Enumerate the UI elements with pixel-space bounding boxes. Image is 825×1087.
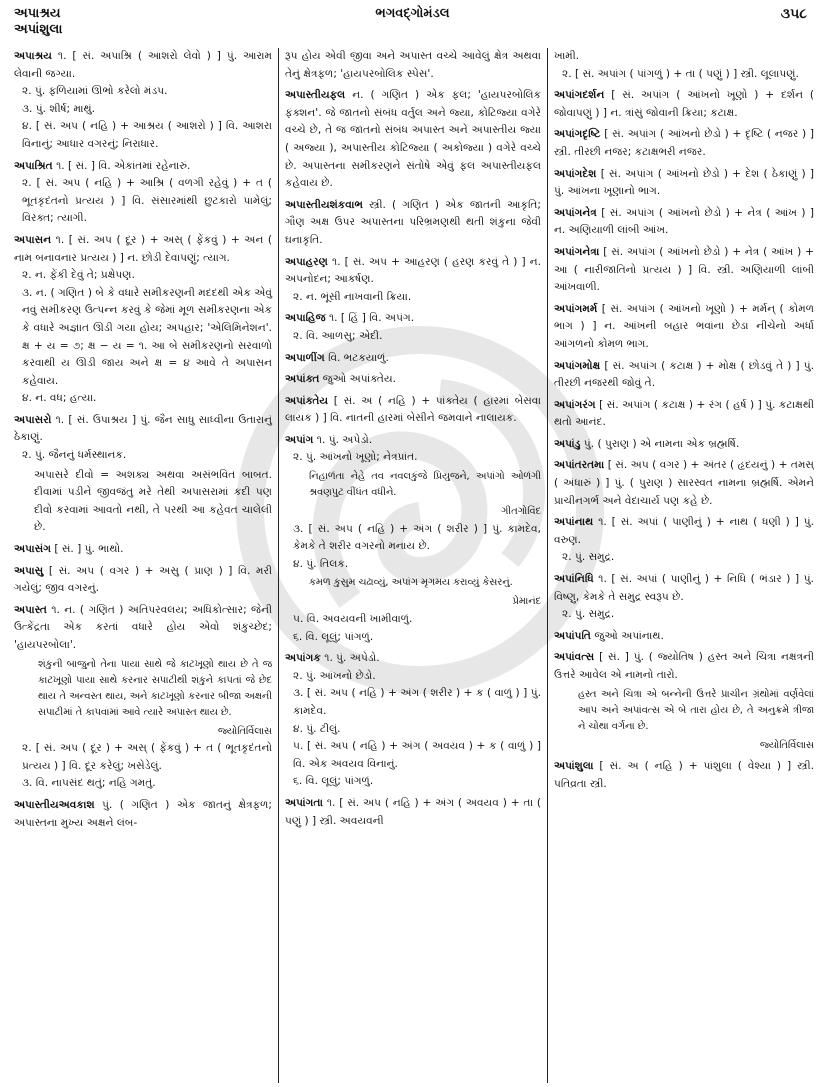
definition-text: [ સં. અપાંગ ( આંખનો છેડો ) + દેશ ( ઠેકાણું ) ] પું. આંખના ખૂણાનો ભાગ. bbox=[554, 167, 814, 198]
entry-first-line bbox=[285, 197, 541, 250]
definition-text: ૨. પું. ફળિયામાં ઊભો કરેલો મંડપ. bbox=[22, 85, 168, 98]
dictionary-entry bbox=[554, 166, 814, 201]
definition-text: ૧. પું. અપેડો. bbox=[324, 652, 380, 665]
definition-text: ૨. [ સં. અપ ( નહિ ) + આશ્રિ ( વળગી રહેવું ) + ત ( ભૂતકૃદંતનો પ્રત્યય ) ] વિ. સંસારમાંથી છુટકારો પામેલું; વિરક્ત; ત્યાગી. bbox=[22, 177, 272, 225]
definition-text: સ્ત્રી. ( ગણિત ) એક જાતની આકૃતિ; ગૌણ અક્ષ ઉપર અપાસ્તના પરિભ્રમણથી થતી શંકુના જેવી ઘનાકૃતિ. bbox=[285, 198, 541, 246]
entry-first-line bbox=[554, 358, 814, 393]
dictionary-entry bbox=[285, 795, 541, 830]
entry-sense: ૪. પું. તિલક. bbox=[293, 557, 349, 570]
definition-text: [ સં. અપાંગ ( આંખનો ખૂણો ) + મર્મન્ ( કોમળ ભાગ ) ] ન. આંખની બહાર ભવાંના છેડા નીચેનો અર્ધા આંગળનો કોમળ ભાગ. bbox=[554, 302, 814, 350]
entry-sense bbox=[285, 773, 541, 791]
headword: અપાહરણ bbox=[285, 255, 328, 268]
headword: અપાંનિધિ bbox=[554, 573, 594, 586]
entry-sense bbox=[285, 685, 541, 720]
dictionary-entry bbox=[14, 412, 272, 537]
entry-sense bbox=[285, 289, 541, 307]
entry-first-line bbox=[554, 397, 814, 432]
definition-text: ૧. [ સં. ઉપાશ્રય ] પું. જૈન સાધુ સાધ્વીના ઉતારાનું ઠેકાણું. bbox=[14, 413, 272, 444]
definition-text: જુઓ અપાંક્તેય. bbox=[322, 373, 396, 386]
entry-first-line bbox=[554, 87, 814, 122]
definition-text: રૂપ હોય એવી જીવા અને અપાસ્ત વચ્ચે આવેલું ક્ષેત્ર અથવા તેનું ક્ષેત્રફળ; 'હાયપરબોલિક સ્પેસ'. bbox=[285, 50, 541, 80]
headword: અપાંગનેત્રા bbox=[554, 245, 600, 258]
entry-first-line bbox=[14, 797, 272, 832]
guide-word-last: અપાંશુલા bbox=[14, 22, 63, 37]
entry-sense bbox=[554, 66, 814, 84]
entry-sense: ૨. [ સં. અપ ( દૂર ) + અસ્ ( ફેંકવું ) + ત ( ભૂતકૃદંતનો પ્રત્યય ) ] વિ. દૂર કરેલું; ખસેડેલું. bbox=[22, 742, 272, 772]
entry-first-line bbox=[554, 301, 814, 354]
entry-sense bbox=[14, 447, 272, 465]
headword: અપાંપતિ bbox=[554, 629, 591, 642]
dictionary-entry bbox=[554, 87, 814, 122]
definition-text: ૧. ન. ( ગણિત ) અતિપરવલય; અધિકોત્સાર; જેની ઉત્કેંદ્રતા એક કરતાં વધારે હોય એવો શંકુચ્છેદ; 'હાયપરબોલા'. bbox=[14, 603, 272, 651]
entry-first-line bbox=[554, 649, 814, 684]
entry-first-line bbox=[14, 541, 272, 559]
column-2 bbox=[278, 48, 548, 1083]
dictionary-entry bbox=[14, 563, 272, 598]
headword: અપાંનાથ bbox=[554, 516, 594, 529]
definition-text: [ સં. અ ( નહિ ) + પાંક્તેય ( હારમાં બેસવા લાયક ) ] વિ. નાતની હારમાં બેસીને જમવાને નાલાયક. bbox=[285, 394, 541, 425]
definition-text: ૨. ન. ફેંકી દેવું તે; પ્રક્ષેપણ. bbox=[22, 269, 135, 282]
entry-sense bbox=[285, 738, 541, 773]
entry-sense bbox=[14, 267, 272, 285]
dictionary-entry bbox=[554, 571, 814, 624]
entry-sense bbox=[285, 449, 541, 467]
definition-text: ૨. વિ. આળસુ; એદી. bbox=[293, 329, 383, 342]
column-3 bbox=[548, 48, 814, 1083]
headword: અપાંક્ત bbox=[285, 373, 320, 386]
entry-sense bbox=[14, 285, 272, 391]
entry-sense bbox=[554, 549, 814, 567]
dictionary-entry bbox=[14, 797, 272, 832]
dictionary-entry bbox=[285, 48, 541, 83]
definition-text: ૩. પું. શીર્ષ; માથું. bbox=[22, 102, 96, 115]
citation-source: પ્રેમાનંદ bbox=[512, 596, 541, 608]
definition-text: [ સં. અપ ( વગર ) + અંતર ( હૃદયનું ) + તમસ્ ( અંધારું ) ] પું. ( પુરાણ ) સારસ્વત નામના બ્રહ્મર્ષિ. એમને પ્રાચીનગર્ભ અને વેદાચાર્ય પણ કહે છે. bbox=[554, 459, 814, 507]
page-number: ૩૫૮ bbox=[780, 6, 807, 22]
headword: અપાસંગ bbox=[14, 543, 51, 556]
entry-first-line bbox=[285, 254, 541, 289]
entry-first-line bbox=[14, 158, 272, 176]
citation-quote: નિહાળંતા નેહે તવ નવલકુંજે પ્રિયુજને, અપાંગો ઓળંગી શ્રવણપુટ વીંધંત વધીને. bbox=[309, 471, 541, 499]
citation-source: જ્યોતિર્વિલાસ bbox=[759, 739, 814, 751]
entry-first-line bbox=[554, 571, 814, 606]
definition-text: ૨. પું. સમુદ્ર. bbox=[562, 551, 615, 564]
entry-first-line bbox=[554, 244, 814, 297]
definition-text: ૪. ન. વધ; હત્યા. bbox=[22, 392, 97, 405]
definition-text: વિ. ભટકયાળું. bbox=[328, 351, 389, 364]
definition-text: ૧. [ સં. અપાં ( પાણીનું ) + નિધિ ( ભંડાર ) ] પું. વિષ્ણુ, કેમકે તે સમુદ્ર સ્વરૂપ છે. bbox=[554, 573, 814, 603]
dictionary-entry bbox=[285, 310, 541, 345]
definition-text: [ સં. અપાંગ ( કટાક્ષ ) + રંગ ( હર્ષ ) ] પું. કટાક્ષથી થતો આનંદ. bbox=[554, 398, 814, 429]
definition-text: [ સં. અપાંગ ( કટાક્ષ ) + મોક્ષ ( છોડવું તે ) ] પું. તીરછી નજરથી જોવું તે. bbox=[554, 359, 814, 390]
dictionary-entry bbox=[285, 254, 541, 307]
definition-text: [ સં. અપાંગ ( આંખનો ખૂણો ) + દર્શન ( જોવાપણું ) ] ન. ત્રાંસું જોવાની ક્રિયા; કટાક્ષ. bbox=[554, 89, 814, 119]
entry-sense bbox=[14, 175, 272, 228]
headword: અપાંક્તેય bbox=[285, 394, 329, 407]
definition-text: [ સં. અ ( નહિ ) + પાંશુલા ( વેશ્યા ) ] સ્ત્રી. પતિવ્રતા સ્ત્રી. bbox=[554, 760, 814, 790]
headword: અપાશ્રય bbox=[14, 50, 52, 62]
entry-sense: ૬. વિ. લૂલું; પાંગળું. bbox=[293, 630, 374, 643]
entry-first-line bbox=[14, 563, 272, 598]
headword: અપાળીંગ bbox=[285, 351, 325, 364]
headword: અપાંગક bbox=[285, 652, 321, 665]
definition-text: [ સં. અપાંગ ( આંખનો છેડો ) + નેત્ર ( આંખ ) ] ન. અણિયાળી લાંબી આંખ. bbox=[554, 206, 814, 237]
entry-first-line bbox=[14, 232, 272, 267]
entry-first-line bbox=[285, 432, 541, 450]
dictionary-entry bbox=[285, 432, 541, 646]
headword: અપાંગમોક્ષ bbox=[554, 359, 601, 372]
entry-sense: ૫. વિ. અવયવની ખામીવાળું. bbox=[293, 613, 413, 626]
entry-first-line bbox=[554, 457, 814, 510]
entry-sense bbox=[285, 328, 541, 346]
definition-text: ૪. [ સં. અપ ( નહિ ) + આશ્રય ( આશરો ) ] વિ. આશરા વિનાનું; આધાર વગરનું; નિરાધાર. bbox=[22, 120, 272, 150]
definition-text: ૨. પું. જૈનનું ધર્મસ્થાનક. bbox=[22, 449, 127, 462]
dictionary-entry bbox=[554, 244, 814, 297]
dictionary-entry bbox=[285, 197, 541, 250]
dictionary-entry bbox=[14, 541, 272, 559]
headword: અપાંતરતમા bbox=[554, 459, 605, 472]
page-header bbox=[14, 6, 811, 46]
headword: અપાસ્તીયફલ bbox=[285, 89, 346, 102]
headword: અપાંગનેત્ર bbox=[554, 206, 597, 219]
definition-text: [ સં. ] પું. ( જ્યોતિષ ) હસ્ત અને ચિત્રા નક્ષત્રની ઉત્તરે આવેલ એ નામનો તારો. bbox=[554, 651, 814, 681]
definition-text: જુઓ અપાંનાથ. bbox=[594, 629, 664, 642]
dictionary-entry bbox=[554, 436, 814, 454]
entry-first-line bbox=[14, 412, 272, 447]
definition-text: ૪. પું. ટીલું. bbox=[293, 722, 341, 735]
entry-first-line bbox=[285, 650, 541, 668]
headword: અપાંગદર્શન bbox=[554, 89, 605, 102]
headword: અપાંવત્સ bbox=[554, 651, 595, 664]
entry-first-line bbox=[554, 205, 814, 240]
definition-text: ૫. [ સં. અપ ( નહિ ) + અંગ ( અવયવ ) + ક ( વાળું ) ] વિ. એક અવયવ વિનાનું. bbox=[293, 740, 541, 770]
entry-first-line bbox=[554, 436, 814, 454]
definition-text: ૧. [ સં. અપ + આહરણ ( હરણ કરવું તે ) ] ન. અપનોદન; આકર્ષણ. bbox=[285, 255, 541, 286]
entry-sense bbox=[285, 668, 541, 686]
definition-text: ૧. [ હિં ] વિ. અપંગ. bbox=[328, 312, 415, 325]
citation-quote: હસ્ત અને ચિત્રા એ બન્નેની ઉત્તરે પ્રાચીન ગ્રંથોમાં વર્ણવેલાં આપ અને અપાંવત્સ એ બે તારા હોય છે, તે અનુક્રમે ત્રીજા ને ચોથા વર્ગના છે. bbox=[578, 688, 814, 732]
entry-first-line bbox=[285, 393, 541, 428]
dictionary-entry bbox=[285, 350, 541, 368]
definition-text: ૬. વિ. લૂલું; પાંગળું. bbox=[293, 775, 374, 788]
page-title: ભગવદ્ગોમંડલ bbox=[375, 6, 450, 21]
entry-sense bbox=[14, 390, 272, 408]
headword: અપાંગદેશ bbox=[554, 167, 597, 180]
definition-text: ૧. પું. અપેડો. bbox=[316, 433, 373, 446]
dictionary-entry bbox=[554, 301, 814, 354]
entry-first-line bbox=[285, 795, 541, 830]
headword: અપાંગમર્મ bbox=[554, 302, 598, 315]
definition-text: પું. ( ગણિત ) એક જાતનું ક્ષેત્રફળ; અપાસ્તના મુખ્ય અક્ષને લંબ- bbox=[14, 798, 273, 829]
definition-text: [ સં. અપાંગ ( આંખનો છેડો ) + નેત્ર ( આંખ ) + આ ( નારીજાતિનો પ્રત્યય ) ] વિ. સ્ત્રી. અણિયાળી લાંબી આંખવાળી. bbox=[554, 245, 814, 294]
definition-text: ૧. [ સં. અપ ( નહિ ) + અંગ ( અવયવ ) + તા ( પણું ) ] સ્ત્રી. અવયવની bbox=[285, 796, 542, 827]
entry-first-line bbox=[554, 166, 814, 201]
dictionary-entry bbox=[285, 87, 541, 193]
headword: અપાશ્રિત bbox=[14, 159, 53, 172]
headword: અપાસ્તીયશંકવાભ bbox=[285, 198, 363, 211]
citation-source: જ્યોતિર્વિલાસ bbox=[217, 725, 272, 737]
entry-first-line bbox=[285, 310, 541, 328]
dictionary-entry bbox=[285, 650, 541, 791]
definition-text: ૨. પું. આંખનો છેડો. bbox=[293, 669, 376, 682]
definition-text: ૨. [ સં. અપાંગ ( પાંગળું ) + તા ( પણું ) ] સ્ત્રી. લૂલાપણું. bbox=[562, 67, 799, 80]
definition-text: [ સં. અપાંગ ( આંખનો છેડો ) + દૃષ્ટિ ( નજર ) ] સ્ત્રી. તીરછી નજર; કટાક્ષભરી નજર. bbox=[554, 128, 814, 158]
entry-sense: ૩. વિ. નાપસંદ થતું; નહિ ગમતું. bbox=[22, 777, 156, 790]
dictionary-entry bbox=[14, 602, 272, 793]
dictionary-entry bbox=[554, 514, 814, 567]
dictionary-entry bbox=[554, 649, 814, 754]
headword: અપાસ્ત bbox=[14, 603, 47, 616]
entry-sense bbox=[14, 83, 272, 101]
headword: અપાસ્તીયઅવકાશ bbox=[14, 798, 95, 811]
citation-quote: શંકુની બાજુનો તેના પાયા સાથે જે કાટખૂણો થાય છે તે જ કાટખૂણો પાયા સાથે કરનાર સપાટીથી શંકુને કાપતાં જે છેદ થાય તે અન્વસ્ત થાય, અને કાટખૂણો કરનાર બીજા અક્ષની સપાટીમાં તે કાપવામાં આવે ત્યારે અપાસ્ત થાય છે. bbox=[38, 658, 272, 718]
dictionary-entry bbox=[554, 758, 814, 793]
idiom-text: અપાસરે દીવો = અશક્ય અથવા અસંભવિત બાબત. દીવામાં પડીને જીવજંતુ મરે તેથી અપાસરામાં કદી પણ દીવો કરવામાં આવતો નથી, તે પરથી આ કહેવત ચાલેલી છે. bbox=[34, 468, 272, 534]
dictionary-entry bbox=[554, 126, 814, 161]
entry-first-line bbox=[554, 758, 814, 793]
definition-text: [ સં. ] પું. ભાથો. bbox=[54, 543, 124, 556]
column-1 bbox=[14, 48, 278, 1083]
definition-text: ૨. પું. આંખનો ખૂણો; નેત્રપ્રાંત. bbox=[293, 451, 418, 464]
headword: અપાંગ bbox=[285, 433, 314, 446]
definition-text: ૩. [ સં. અપ ( નહિ ) + અંગ ( શરીર ) + ક ( વાળું ) ] પું. કામદેવ. bbox=[293, 687, 541, 717]
entry-first-line bbox=[554, 628, 814, 646]
definition-text: ૧. [ સં. ] વિ. એકાંતમાં રહેનારું. bbox=[56, 159, 191, 172]
definition-text: ૧. [ સં. અપાં ( પાણીનું ) + નાથ ( ધણી ) ] પું. વરુણ. bbox=[554, 516, 814, 546]
entry-sense bbox=[554, 606, 814, 624]
definition-text: પું. ( પુરાણ ) એ નામના એક બ્રહ્મર્ષિ. bbox=[583, 437, 740, 450]
headword: અપાંગતા bbox=[285, 796, 323, 809]
definition-text: ન. ( ગણિત ) એક ફલ; 'હાયપરબોલિક ફંક્શન'. જે જાતનો સંબંધ વર્તુલ અને જ્યા, કોટિજ્યા વગેરે વચ્ચે છે, તે જ જાતનો સંબંધ અપાસ્ત અને અપાસ્તીય જ્યા ( અજ્યા ), અપાસ્તીય કોટિજ્યા ( અકોજ્યા ) વગેરે વચ્ચે છે. અપાસ્તના સમીકરણને સંતોષે એવું ફલ અપાસ્તીયફલ કહેવાય છે. bbox=[285, 89, 541, 190]
guide-word-first: અપાશ્રય bbox=[14, 6, 61, 21]
dictionary-entry bbox=[554, 457, 814, 510]
dictionary-entry bbox=[554, 358, 814, 393]
entry-first-line bbox=[554, 126, 814, 161]
entry-first-line bbox=[14, 602, 272, 655]
entry-first-line bbox=[285, 371, 541, 389]
definition-text: ૨. ન. ભૂંસી નાખવાની ક્રિયા. bbox=[293, 290, 412, 303]
citation-source: ગીતગોવિંદ bbox=[501, 506, 541, 518]
entry-sense bbox=[14, 118, 272, 153]
entry-first-line bbox=[14, 48, 272, 83]
dictionary-entry bbox=[14, 232, 272, 408]
definition-text: ૧. [ સં. અપાશ્રિ ( આશરો લેવો ) ] પું. આરામ લેવાની જગ્યા. bbox=[14, 50, 272, 80]
entry-sense: ૩. [ સં. અપ ( નહિ ) + અંગ ( શરીર ) ] પું. કામદેવ, કેમકે તે શરીર વગરનો મનાય છે. bbox=[293, 522, 541, 553]
entry-first-line bbox=[285, 48, 541, 83]
dictionary-entry bbox=[285, 393, 541, 428]
definition-text: ૩. ન. ( ગણિત ) બે કે વધારે સમીકરણની મદદથી એક એવું નવું સમીકરણ ઉત્પન્ન કરવું કે જેમાં મૂળ સમીકરણના એક કે વધારે અજ્ઞાત ઊડી ગયા હોય; અપહાર; 'એલિમિનેશન'. ક્ષ + ય = ૭; ક્ષ − ય = ૧. આ બે સમીકરણનો સરવાળો કરવાથી ય ઊડી જાય અને ક્ષ = ૪ આવે તે અપાસન કહેવાય. bbox=[22, 286, 272, 387]
headword: અપાંગરંગ bbox=[554, 398, 596, 411]
definition-text: [ સં. અપ ( વગર ) + અસુ ( પ્રાણ ) ] વિ. મરી ગયેલું; જીવ વગરનું. bbox=[14, 564, 272, 595]
definition-text: ૧. [ સં. અપ ( દૂર ) + અસ્ ( ફેંકવું ) + અન ( નામ બનાવનાર પ્રત્યય ) ] ન. છોડી દેવાપણું; ત્યાગ. bbox=[14, 233, 272, 264]
dictionary-entry bbox=[554, 48, 814, 83]
dictionary-entry bbox=[14, 158, 272, 228]
headword: અપાંડુ bbox=[554, 437, 581, 450]
headword: અપાંગદૃષ્ટિ bbox=[554, 128, 601, 141]
dictionary-entry bbox=[14, 48, 272, 154]
dictionary-entry bbox=[554, 205, 814, 240]
headword: અપાંશુલા bbox=[554, 760, 594, 773]
entry-first-line bbox=[285, 350, 541, 368]
dictionary-entry bbox=[554, 628, 814, 646]
headword: અપાહિજ bbox=[285, 312, 326, 325]
entry-first-line bbox=[285, 87, 541, 193]
entry-first-line bbox=[554, 514, 814, 549]
entry-sense bbox=[285, 721, 541, 739]
entry-first-line bbox=[554, 48, 814, 66]
citation-quote: કમળ કુસુમ ચઢાવ્યું, અપાંગ મૃગમય કરાવ્યું કેસરનું. bbox=[309, 577, 513, 589]
headword: અપાસુ bbox=[14, 564, 44, 577]
entry-sense bbox=[14, 101, 272, 119]
definition-text: ખામી. bbox=[554, 50, 580, 62]
headword: અપાસરો bbox=[14, 413, 52, 426]
dictionary-entry bbox=[554, 397, 814, 432]
headword: અપાસન bbox=[14, 233, 52, 246]
definition-text: ૨. પું. સમુદ્ર. bbox=[562, 608, 615, 621]
dictionary-columns bbox=[14, 48, 814, 1083]
dictionary-entry bbox=[285, 371, 541, 389]
